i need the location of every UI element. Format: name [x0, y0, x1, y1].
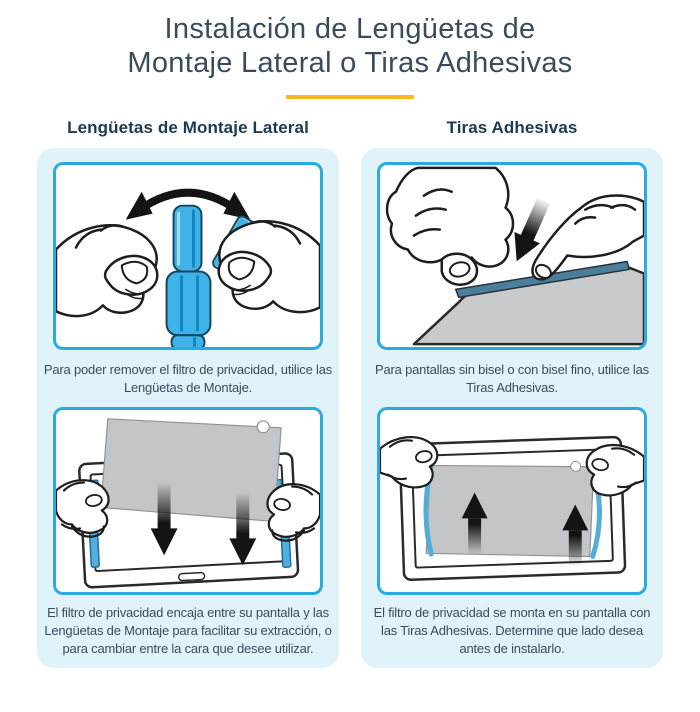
two-column-layout: [0, 118, 700, 668]
caption-filter-into-tabs: El filtro de privacidad encaja entre su pantalla y las Lengüetas de Montaje para facilitar su extracción, o para cambiar entre la cara que desee utilizar.: [44, 605, 332, 656]
panel-side-mount-tabs: [37, 148, 339, 668]
mounting-tab-stack: [167, 206, 211, 347]
left-hand: [56, 225, 157, 316]
press-adhesive-strip-illustration: [380, 165, 644, 347]
page-title-line-1: Instalación de Lengüetas de: [164, 13, 536, 45]
page-title-line-2: Montaje Lateral o Tiras Adhesivas: [127, 47, 573, 79]
caption-tab-twist: [37, 350, 339, 407]
privacy-filter-sheet: [101, 419, 281, 522]
filter-with-strips-illustration: [380, 410, 644, 592]
illustration-wrap: [361, 407, 663, 595]
caption-filter-with-strips: El filtro de privacidad se monta en su pantalla con las Tiras Adhesivas. Determine que lado desea antes de instalarlo.: [373, 605, 651, 656]
panel-adhesive-strips: [361, 148, 663, 668]
illustration-wrap: [37, 162, 339, 350]
right-hand: [267, 484, 320, 540]
illustration-wrap: [37, 407, 339, 595]
caption-text: Para pantallas sin bisel o con bisel fino, utilice las Tiras Adhesivas.: [375, 361, 649, 395]
column-header-side-mount-tabs: Lengüetas de Montaje Lateral: [67, 118, 309, 137]
illustration-box-filter-with-strips: [377, 407, 647, 595]
column-adhesive-strips: [361, 118, 663, 668]
illustration-box-tab-twist: [53, 162, 323, 350]
caption-press-strip: [361, 350, 663, 407]
page-title: [0, 12, 700, 80]
right-hand: [587, 445, 644, 495]
caption-text: Para poder remover el filtro de privacidad, utilice las Lengüetas de Montaje.: [43, 361, 333, 395]
accent-divider: [286, 95, 414, 99]
left-hand: [56, 480, 109, 536]
illustration-box-press-strip: [377, 162, 647, 350]
illustration-wrap: [361, 162, 663, 350]
filter-into-tabs-illustration: [56, 410, 320, 592]
tab-twist-illustration: [56, 165, 320, 347]
column-header-adhesive-strips: Tiras Adhesivas: [446, 118, 578, 137]
left-hand: [380, 437, 437, 487]
column-side-mount-tabs: [37, 118, 339, 668]
illustration-box-filter-into-tabs: [53, 407, 323, 595]
left-hand: [387, 168, 513, 285]
right-hand: [219, 221, 320, 312]
